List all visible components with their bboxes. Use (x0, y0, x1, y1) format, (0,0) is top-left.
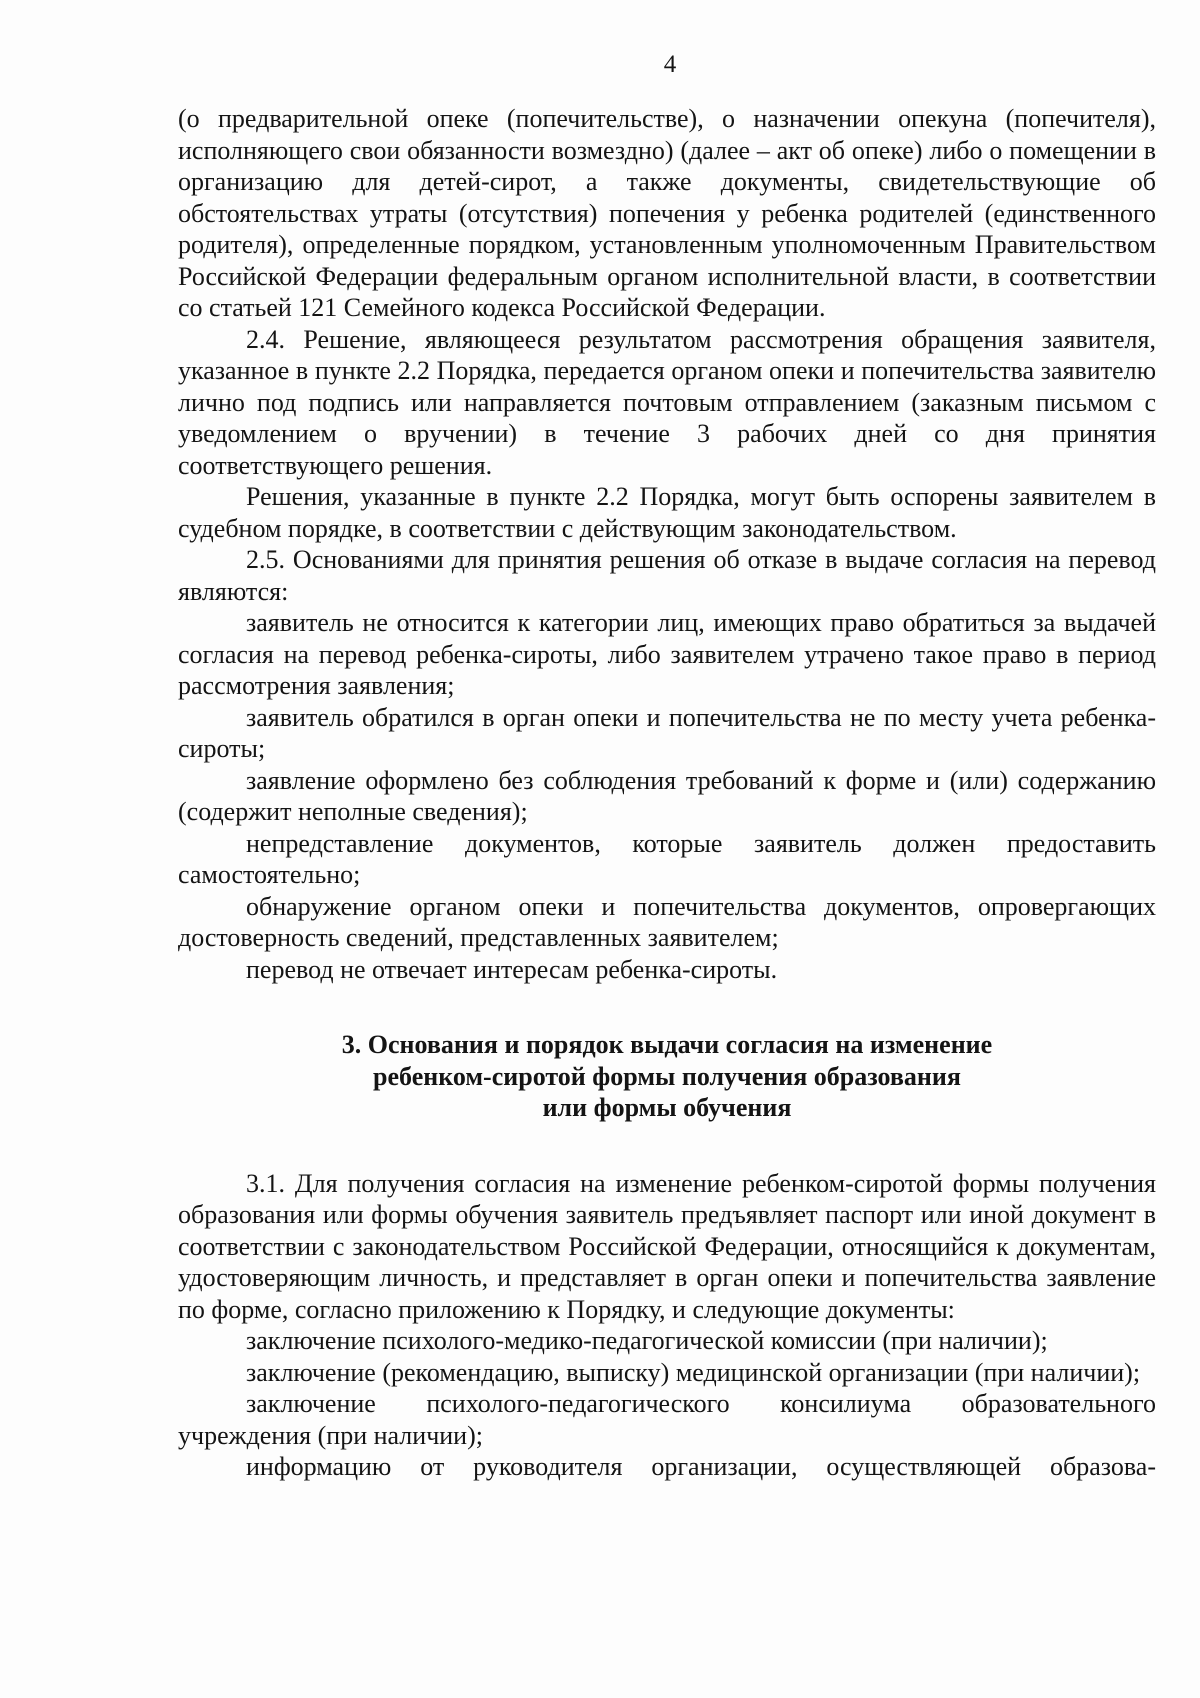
paragraph-2-4: 2.4. Решение, являющееся результатом рассмотрения обращения заявителя, указанное в пункте 2.2 Порядка, передается органом опеки и попечительства заявителю лично под подпись или направляется почтовым отправлением (заказным письмом с уведомлением о вручении) в течение 3 рабочих дней со дня принятия соответствующего решения. (178, 324, 1156, 480)
list-item-refusal-ground: заявитель обратился в орган опеки и попечительства не по месту учета ребенка-сироты; (178, 702, 1156, 763)
list-item-refusal-ground: заявитель не относится к категории лиц, имеющих право обратиться за выдачей согласия на перевод ребенка-сироты, либо заявителем утрачено такое право в период рассмотрения заявления; (178, 608, 1156, 700)
list-item-document: заключение психолого-педагогического консилиума образовательного учреждения (при наличии); (178, 1389, 1156, 1450)
list-item-refusal-ground: заявление оформлено без соблюдения требований к форме и (или) содержанию (содержит неполные сведения); (178, 765, 1156, 826)
paragraph-3-1: 3.1. Для получения согласия на изменение ребенком-сиротой формы получения образования или формы обучения заявитель предъявляет паспорт или иной документ в соответствии с законодательством Российской Федерации, относящийся к документам, удостоверяющим личность, и представляет в орган опеки и попечительства заявление по форме, согласно приложению к Порядку, и следующие документы: (178, 1168, 1156, 1324)
page-number: 4 (663, 51, 677, 78)
section-heading-line: или формы обучения (542, 1093, 792, 1122)
list-item-document: информацию от руководителя организации, осуществляющей образова- (246, 1452, 1156, 1481)
paragraph-continuation: (о предварительной опеке (попечительстве), о назначении опекуна (попечителя), исполняющего свои обязанности возмездно) (далее – акт об опеке) либо о помещении в организацию для детей-сирот, а также документы, свидетельствующие об обстоятельствах утраты (отсутствия) попечения у ребенка родителей (единственного родителя), определенные порядком, установленным уполномоченным Правительством Российской Федерации федеральным органом исполнительной власти, в соответствии со статьей 121 Семейного кодекса Российской Федерации. (178, 104, 1156, 322)
list-item-refusal-ground: непредставление документов, которые заявитель должен предоставить самостоятельно; (178, 828, 1156, 889)
section-heading-line: 3. Основания и порядок выдачи согласия на изменение (341, 1030, 993, 1059)
paragraph-decisions-appeal: Решения, указанные в пункте 2.2 Порядка, могут быть оспорены заявителем в судебном порядке, в соответствии с действующим законодательством. (178, 482, 1156, 543)
section-heading-line: ребенком-сиротой формы получения образования (373, 1061, 961, 1091)
list-item-refusal-ground: перевод не отвечает интересам ребенка-сироты. (246, 954, 778, 984)
list-item-document: заключение психолого-медико-педагогической комиссии (при наличии); (246, 1326, 1048, 1355)
list-item-document: заключение (рекомендацию, выписку) медицинской организации (при наличии); (246, 1357, 1141, 1387)
section-3-heading (178, 1029, 1156, 1124)
paragraph-2-5: 2.5. Основаниями для принятия решения об отказе в выдаче согласия на перевод являются: (178, 545, 1156, 606)
list-item-refusal-ground: обнаружение органом опеки и попечительства документов, опровергающих достоверность сведений, представленных заявителем; (178, 891, 1156, 952)
document-body (178, 103, 1156, 1483)
